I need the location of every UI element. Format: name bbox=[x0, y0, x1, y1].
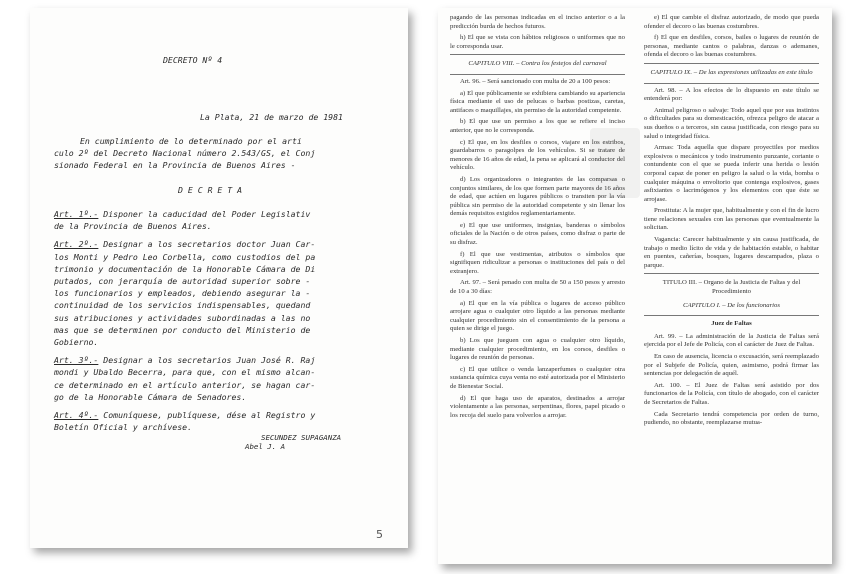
paragraph: b) Los que jueguen con agua o cualquier otro líquido, mediante cualquier procedimiento, en los corsos, desfiles o lugares de reunión de personas. bbox=[450, 337, 625, 362]
column-rule bbox=[644, 63, 819, 64]
paragraph: Art. 97. – Será penado con multa de 50 a 150 pesos y arresto de 10 a 30 días: bbox=[450, 279, 625, 296]
article-line: mondi y Ubaldo Becerra, para que, con el mismo alcan- bbox=[54, 367, 316, 378]
paragraph: Vagancia: Carecer habitualmente y sin causa justificada, de trabajo o medio lícito de vida y de habitación estable, o habitar en puentes, cañerías, bosques, lugares descampados, plaza o parque. bbox=[644, 236, 819, 269]
signature-line: SECUNDEZ SUPAGANZA bbox=[261, 433, 342, 442]
chapter-heading: CAPITULO I. – De los funcionarios bbox=[683, 301, 780, 309]
decree-articles bbox=[54, 208, 408, 433]
column-rule bbox=[644, 315, 819, 316]
chapter-heading: CAPITULO VIII. – Contra los festejos del carnaval bbox=[468, 60, 607, 68]
intro-line: En cumplimiento de lo determinado por el arti bbox=[80, 136, 302, 146]
article-line: Designar a los secretarios doctor Juan Car- bbox=[98, 239, 316, 250]
paragraph: a) El que públicamente se exhibiera cambiando su apariencia física mediante el uso de pelucas o barbas postizas, caretas, antifaces o maquillajes, sin permiso de la autoridad competente. bbox=[450, 89, 625, 114]
left-column bbox=[450, 14, 625, 423]
section-subheading: Juez de Faltas bbox=[711, 320, 752, 328]
article-label: Art. 2º.- bbox=[54, 239, 99, 250]
article-label: Art. 4º.- bbox=[54, 410, 99, 421]
page-number: 5 bbox=[376, 528, 383, 541]
code-page bbox=[438, 8, 832, 564]
column-rule bbox=[450, 54, 625, 55]
article-line: Comuníquese, publíquese, dése al Registro y bbox=[98, 410, 316, 421]
paragraph: d) Los organizadores o integrantes de las comparsas o conjuntos similares, de los que formen parte mayores de 16 años de edad, que actúen en lugares públicos o transiten por la vía pública sin permiso de la autoridad competente y sin llenar los demás requisitos exigidos reglamentariamente. bbox=[450, 175, 625, 218]
article-line: los funcionarios y empleados, debiendo asegurar la - bbox=[54, 288, 311, 299]
decree-intro bbox=[54, 135, 315, 172]
paragraph: e) El que use uniformes, insignias, banderas o símbolos oficiales de la Nación o de otros países, como disfraz o parte de su disfraz. bbox=[450, 221, 625, 247]
article-line: ce determinado en el artículo anterior, se hagan car- bbox=[54, 379, 316, 390]
paragraph: f) El que use vestimentas, atributos o símbolos que signifiquen ridiculizar a personas o instituciones del país o del extranjero. bbox=[450, 250, 625, 275]
column-rule bbox=[450, 74, 625, 75]
decree-page bbox=[30, 8, 408, 548]
paragraph: pagando de las personas indicadas en el inciso anterior o a la predicción burda de hechos futuros. bbox=[450, 14, 625, 30]
article-line: continuidad de los servicios indispensables, quedand bbox=[54, 300, 311, 311]
signature bbox=[245, 433, 341, 451]
chapter-heading: TITULO III. – Organo de la Justicia de Faltas y del Procedimiento bbox=[662, 279, 801, 296]
paragraph: d) El que haga uso de aparatos, destinados a arrojar violentamente a las personas, serpentinas, flores, papel picado o los recoja del suelo para volverlos a arrojar. bbox=[450, 394, 625, 419]
article-line: Gobierno. bbox=[54, 337, 99, 348]
article-line: sus atribuciones y actividades subordinadas a las no bbox=[54, 312, 311, 323]
paragraph: Art. 99. – La administración de la Justicia de Faltas será ejercida por el Jefe de Policía, con el carácter de Juez de Faltas. bbox=[644, 332, 819, 349]
chapter-heading: CAPITULO IX. – De las expresiones utilizadas en este título bbox=[650, 68, 813, 76]
article-line: mas que se determinen por conducto del Ministerio de bbox=[54, 324, 311, 335]
article-3 bbox=[54, 354, 408, 403]
paragraph: e) El que cambie el disfraz autorizado, de modo que pueda ofender el decoro o las buenas costumbres. bbox=[644, 14, 819, 30]
decree-title: DECRETO Nº 4 bbox=[163, 55, 223, 65]
paragraph: c) El que utilice o venda lanzaperfumes o cualquier otra sustancia química cuya venta no esté autorizada por el Ministerio de Bienestar Social. bbox=[450, 365, 625, 390]
column-rule bbox=[644, 83, 819, 84]
paragraph: Animal peligroso o salvaje: Todo aquel que por sus instintos o dificultades para su domesticación, ofrezca peligro de atacar a sus dueños o a terceros, sin causa justificada, con riesgo para su salud o integridad física. bbox=[644, 106, 819, 140]
article-line: trimonio y documentación de la Honorable Cámara de Di bbox=[54, 263, 316, 274]
paragraph: b) El que use un permiso a los que se refiere el inciso anterior, que no le corresponda. bbox=[450, 118, 625, 134]
article-line: Boletín Oficial y archívese. bbox=[54, 422, 193, 433]
article-label: Art. 3º.- bbox=[54, 355, 99, 366]
paragraph: c) El que, en los desfiles o corsos, viajare en los estribos, guardabarros o paragolpes de los vehículos. Si se tratare de menores de 16 años de edad, la pena se aplicará al conductor del vehículo. bbox=[450, 138, 625, 172]
article-1 bbox=[54, 208, 408, 232]
paragraph: a) El que en la vía pública o lugares de acceso público arrojare agua o cualquier otro líquido a las personas mediante cualquier procedimiento sin el consentimiento de la persona a quien se dirige el juego. bbox=[450, 299, 625, 333]
signature-line: Abel J. A bbox=[245, 442, 286, 451]
intro-line: sionado Federal en la Provincia de Buenos Aires - bbox=[54, 160, 296, 171]
paragraph: h) El que se vista con hábitos religiosos o uniformes que no le corresponda usar. bbox=[450, 34, 625, 50]
article-label: Art. 1º.- bbox=[54, 209, 99, 219]
paragraph: Armas: Toda aquella que dispare proyectiles por medios explosivos o mecánicos y todo instrumento punzante, cortante o contundente con el que se pueda inferir una herida o lesión corporal capaz de poner en peligro la salud o la vida, bomba o cualquier máquina o envoltorio que contenga explosivos, gases asfixiantes o lacrimógenos y los elementos con que éste se arrojase. bbox=[644, 144, 819, 203]
article-line: los Monti y Pedro Leo Corbella, como custodios del pa bbox=[54, 251, 316, 262]
paragraph: f) El que en desfiles, corsos, bailes o lugares de reunión de personas, mediante cantos o palabras, danzas o ademanes, ofenda el decoro o las buenas costumbres. bbox=[644, 34, 819, 59]
article-line: Designar a los secretarios Juan José R. Raj bbox=[98, 355, 316, 366]
article-line: putados, con jerarquía de autoridad superior sobre - bbox=[54, 276, 311, 287]
column-rule bbox=[644, 273, 819, 274]
paragraph: Art. 100. – El Juez de Faltas será asistido por dos funcionarios de la Policía, con título de abogado, con el carácter de Secretarios de Faltas. bbox=[644, 381, 819, 406]
paragraph: Cada Secretario tendrá competencia por orden de turno, pudiendo, no obstante, reemplazarse mutua- bbox=[644, 410, 819, 427]
article-4 bbox=[54, 409, 408, 433]
decree-date: La Plata, 21 de marzo de 1981 bbox=[200, 112, 343, 122]
article-line: Disponer la caducidad del Poder Legislativ bbox=[98, 209, 311, 219]
right-column bbox=[644, 14, 819, 431]
paragraph: Prostituta: A la mujer que, habitualmente y con el fin de lucro tiene relaciones sexuales con las personas que eventualmente la solicitan. bbox=[644, 207, 819, 232]
intro-line: culo 2º del Decreto Nacional número 2.543/GS, el Conj bbox=[54, 148, 316, 159]
paragraph: Art. 96. – Será sancionado con multa de 20 a 100 pesos: bbox=[460, 77, 611, 85]
article-2 bbox=[54, 238, 408, 348]
paragraph: Art. 98. – A los efectos de lo dispuesto en este título se entenderá por: bbox=[644, 86, 819, 103]
decreta-heading: D E C R E T A bbox=[178, 185, 243, 195]
paragraph: En caso de ausencia, licencia o excusación, será reemplazado por el Subjefe de Policía, quien, asimismo, podrá firmar las sentencias por delegación de aquél. bbox=[644, 353, 819, 378]
article-line: de la Provincia de Buenos Aires. bbox=[54, 221, 212, 232]
article-line: go de la Honorable Cámara de Senadores. bbox=[54, 391, 247, 402]
